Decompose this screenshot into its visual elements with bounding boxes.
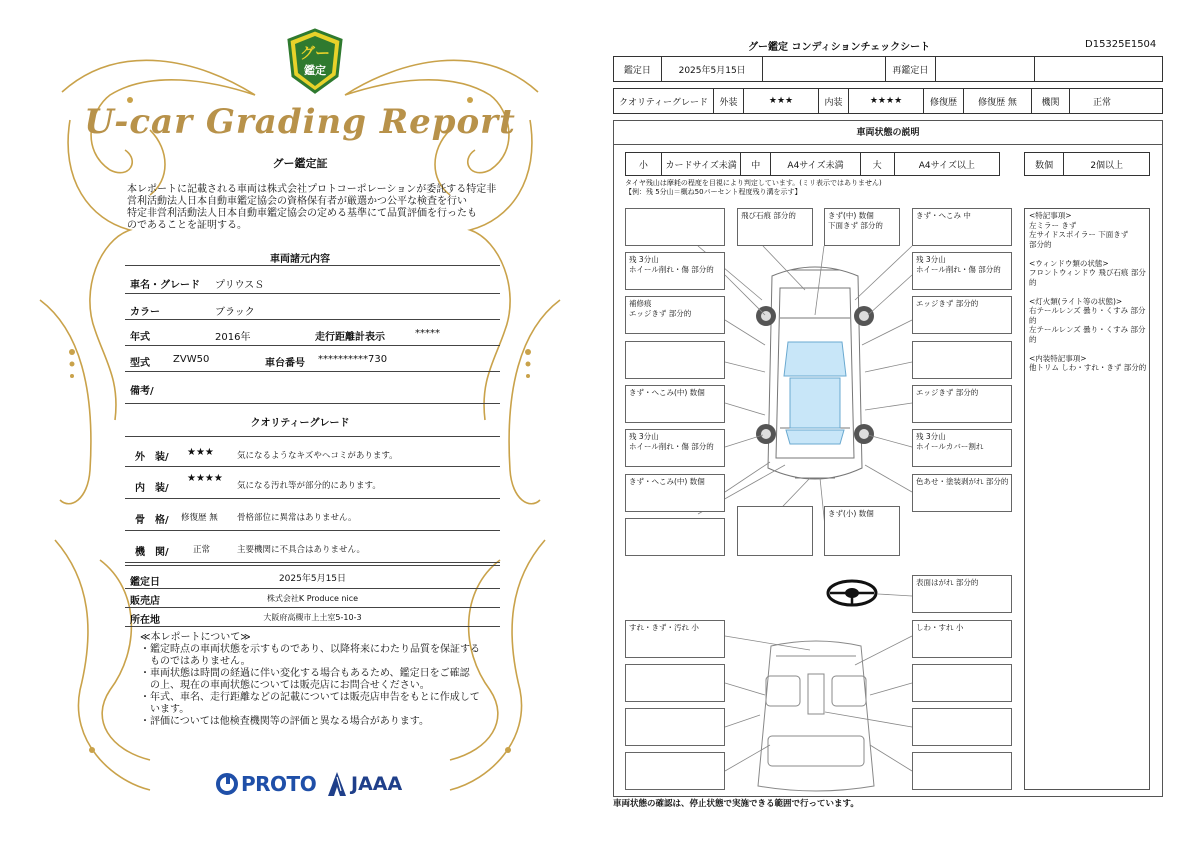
box-interior-right-3: [912, 708, 1012, 746]
date-label: 鑑定日: [614, 57, 662, 81]
spec-row-model: [125, 346, 500, 372]
special-line: フロントウィンドウ 飛び石痕 部分的: [1029, 268, 1146, 287]
info-row-date: [125, 565, 500, 589]
box-interior-left-3: [625, 708, 725, 746]
box-left-rear-quarter: [625, 474, 725, 512]
box-right-rear-quarter: [912, 474, 1012, 512]
box-trunk: [737, 506, 813, 556]
special-line: 部分的: [1029, 239, 1052, 249]
box-label: しわ・すれ 小: [916, 623, 964, 632]
size-small-desc: カードサイズ未満: [662, 153, 742, 175]
year-value: 2016年: [215, 332, 251, 343]
notice-line: ・車両状態は時間の経過に伴い変化する場合もあるため、鑑定日をご確認: [140, 668, 470, 679]
special-line: 右テールレンズ 曇り・くすみ 部分的: [1029, 306, 1146, 325]
certificate-title: グー鑑定証: [272, 157, 328, 170]
box-steering: [912, 575, 1012, 613]
int-stars: ★★★★: [849, 89, 924, 113]
box-label: きず・へこみ(中) 数個: [629, 477, 705, 486]
box-left-front-wheel: [625, 252, 725, 290]
spec-row-color: [125, 294, 500, 320]
box-label: 色あせ・塗装剥がれ 部分的: [916, 477, 1009, 486]
address-value: 大阪府高槻市上土室5-10-3: [263, 613, 362, 622]
box-right-front-door: [912, 341, 1012, 379]
intro-line: 本レポートに記載される車両は株式会社プロトコーポレーションが委託する特定非: [127, 184, 497, 195]
frame-value: 修復歴 無: [181, 513, 218, 523]
box-label: エッジきず 部分的: [916, 299, 979, 308]
jaaa-mark-icon: [327, 771, 347, 797]
box-right-front-fender: [912, 296, 1012, 334]
model-label: 型式: [130, 358, 150, 369]
date-value: 2025年5月15日: [278, 574, 347, 584]
info-row-dealer: [125, 589, 500, 608]
box-left-front-fender: [625, 296, 725, 334]
box-left-rear-door: [625, 385, 725, 423]
box-label: 飛び石痕 部分的: [741, 211, 796, 220]
notice-title: ≪本レポートについて≫: [140, 632, 251, 643]
interior-label: 内 装/: [135, 483, 169, 494]
box-label: きず(中) 数個 下面きず 部分的: [828, 211, 883, 230]
box-interior-front-left: [625, 620, 725, 658]
box-rear-left-corner: [625, 518, 725, 556]
footer-note: 車両状態の確認は、停止状態で実施できる範囲で行っています。: [613, 799, 859, 809]
svg-text:グー: グー: [299, 44, 331, 62]
special-line: 左テールレンズ 曇り・くすみ 部分的: [1029, 325, 1146, 344]
box-label: きず・へこみ(中) 数個: [629, 388, 705, 397]
notice-line: ・評価については他検査機関等の評価と異なる場合があります。: [140, 716, 429, 727]
box-front-right-corner: [912, 208, 1012, 246]
chassis-label: 車台番号: [265, 358, 305, 369]
remarks-label: 備考/: [130, 386, 154, 397]
engine-label: 機関: [1032, 89, 1070, 113]
interior-comment: 気になる汚れ等が部分的にあります。: [237, 481, 381, 491]
jaaa-logo: [327, 771, 402, 797]
tire-note-line: 【例：残 5分山＝概ね50パーセント程度残り溝を示す】: [625, 188, 802, 196]
box-front-left-corner: [625, 208, 725, 246]
year-label: 年式: [130, 332, 150, 343]
size-large-desc: A4サイズ以上: [918, 160, 975, 171]
color-label: カラー: [130, 307, 160, 318]
specs-title: 車両諸元内容: [270, 254, 330, 265]
special-spacer: [1029, 287, 1149, 297]
special-notes-panel: [1024, 208, 1150, 790]
special-line: 他トリム しわ・すれ・きず 部分的: [1029, 363, 1147, 372]
special-line: <内装特記事項>: [1029, 353, 1087, 363]
proto-logo: [215, 772, 316, 796]
dealer-value: 株式会社K Produce nice: [266, 594, 359, 603]
condition-check-sheet: [600, 0, 1200, 848]
notice-line: ものではありません。: [140, 656, 251, 667]
box-label: 表面はがれ 部分的: [916, 578, 979, 587]
count-label: 数個: [1025, 153, 1064, 175]
sheet-title: グー鑑定 コンディションチェックシート: [748, 42, 931, 53]
exterior-comment: 気になるようなキズやヘコミがあります。: [237, 451, 398, 461]
spec-row-name: [125, 266, 500, 294]
mileage-value: *****: [415, 328, 440, 339]
state-title: 車両状態の説明: [614, 121, 1162, 145]
box-label: きず(小) 数個: [828, 509, 874, 518]
int-label: 内装: [819, 89, 849, 113]
box-interior-left-4: [625, 752, 725, 790]
special-line: <ウィンドウ類の状態>: [1029, 258, 1109, 268]
box-label: すれ・きず・汚れ 小: [629, 623, 699, 632]
ext-stars: ★★★: [744, 89, 819, 113]
intro-line: のであることを証明する。: [127, 220, 247, 231]
model-value: ZVW50: [173, 354, 210, 365]
svg-text:鑑定: 鑑定: [304, 64, 326, 77]
address-label: 所在地: [130, 615, 160, 626]
notice-line: います。: [140, 704, 190, 715]
box-interior-left-2: [625, 664, 725, 702]
quality-row-exterior: [125, 437, 500, 467]
special-line: <特記事項>: [1029, 211, 1072, 220]
dealer-label: 販売店: [130, 596, 160, 607]
color-value: ブラック: [215, 307, 255, 318]
ext-label: 外装: [714, 89, 744, 113]
name-value: プリウスＳ: [215, 280, 265, 291]
intro-line: 営利活動法人日本自動車鑑定協会の資格保有者が厳選かつ公平な検査を行い: [127, 196, 467, 207]
box-label: 補修痕 エッジきず 部分的: [629, 299, 692, 318]
box-interior-right-2: [912, 664, 1012, 702]
notice: [140, 632, 480, 728]
special-spacer: [1029, 344, 1149, 354]
box-label: 残 3分山 ホイール削れ・傷 部分的: [916, 255, 1001, 274]
repair-value: 修復歴 無: [964, 89, 1032, 113]
interior-stars: ★★★★: [187, 473, 223, 484]
box-right-rear-door: [912, 385, 1012, 423]
box-rear-bumper: [824, 506, 900, 556]
date-label: 鑑定日: [130, 577, 160, 588]
quality-title: クオリティーグレード: [250, 418, 350, 429]
quality-row-engine: [125, 531, 500, 563]
intro-line: 特定非営利活動法人日本自動車鑑定協会の定める基準にて品質評価を行ったも: [127, 208, 477, 219]
engine-value: 正常: [193, 545, 211, 555]
box-right-rear-wheel: [912, 429, 1012, 467]
spec-row-year: [125, 320, 500, 346]
count-desc: 2個以上: [1090, 160, 1124, 171]
frame-comment: 骨格部位に異常はありません。: [237, 513, 357, 523]
mileage-label: 走行距離計表示: [315, 332, 385, 343]
quality-row-frame: [125, 499, 500, 531]
exterior-label: 外 装/: [135, 452, 169, 463]
box-label: 残 3分山 ホイールカバー割れ: [916, 432, 984, 451]
date-value: 2025年5月15日: [662, 57, 764, 81]
redate-label: 再鑑定日: [886, 57, 936, 81]
tire-note-line: タイヤ残山は摩耗の程度を目視により判定しています。(ミリ表示ではありません): [625, 179, 882, 187]
quality-row-interior: [125, 467, 500, 499]
goo-kantei-badge-icon: [285, 28, 345, 94]
repair-label: 修復歴: [924, 89, 964, 113]
proto-mark-icon: [215, 772, 239, 796]
special-spacer: [1029, 249, 1149, 259]
box-interior-front-right: [912, 620, 1012, 658]
special-line: 左ミラー きず: [1029, 220, 1077, 230]
spec-row-remarks: [125, 372, 500, 404]
size-large: 大: [861, 153, 895, 175]
notice-line: の上、現在の車両状態については販売店にお問合せください。: [140, 680, 430, 691]
box-front-bumper: [824, 208, 900, 246]
special-line: 左サイドスポイラー 下面きず: [1029, 230, 1129, 239]
engine-comment: 主要機関に不具合はありません。: [237, 545, 366, 555]
chassis-value: **********730: [318, 354, 388, 365]
box-label: 残 3分山 ホイール削れ・傷 部分的: [629, 432, 714, 451]
proto-wordmark: PROTO: [241, 772, 317, 796]
report-title: U-car Grading Report: [84, 102, 516, 142]
notice-line: ・鑑定時点の車両状態を示すものであり、以降将来にわたり品質を保証する: [140, 644, 480, 655]
sheet-id: D15325E1504: [1085, 39, 1157, 50]
box-bonnet: [737, 208, 813, 246]
certificate-intro: [127, 184, 496, 232]
box-left-rear-wheel: [625, 429, 725, 467]
box-left-front-door: [625, 341, 725, 379]
size-mid-desc: A4サイズ未満: [771, 153, 861, 175]
grade-label: クオリティーグレード: [614, 89, 714, 113]
box-right-front-wheel: [912, 252, 1012, 290]
special-notes: [1029, 211, 1149, 373]
box-label: エッジきず 部分的: [916, 388, 979, 397]
box-label: 残 3分山 ホイール削れ・傷 部分的: [629, 255, 714, 274]
notice-line: ・年式、車名、走行距離などの記載については販売店申告をもとに作成して: [140, 692, 480, 703]
special-line: <灯火類(ライト等の状態)>: [1029, 296, 1123, 306]
frame-label: 骨 格/: [135, 515, 169, 526]
engine-label: 機 関/: [135, 547, 169, 558]
box-label: きず・へこみ 中: [916, 211, 971, 220]
jaaa-wordmark: JAAA: [351, 773, 403, 795]
size-small: 小: [626, 153, 662, 175]
size-mid: 中: [741, 153, 771, 175]
box-interior-right-4: [912, 752, 1012, 790]
engine-value: 正常: [1092, 97, 1111, 108]
info-row-address: [125, 608, 500, 627]
name-label: 車名・グレード: [130, 280, 200, 291]
exterior-stars: ★★★: [187, 447, 214, 458]
